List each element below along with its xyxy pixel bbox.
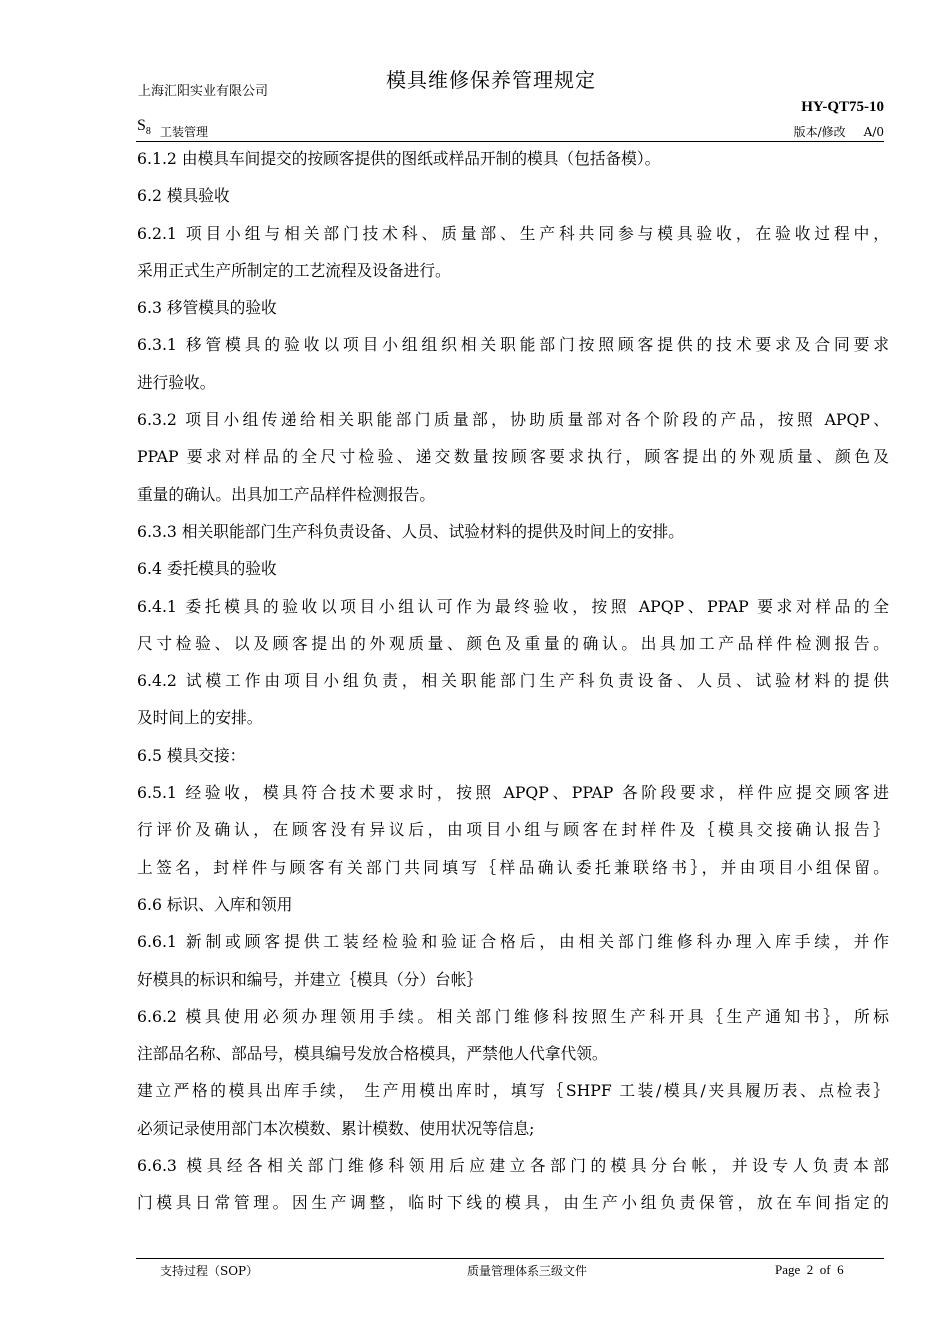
body-line: 上签名，封样件与顾客有关部门共同填写｛样品确认委托兼联络书｝，并由项目小组保留。	[137, 857, 889, 877]
body-line: 6.5 模具交接：	[137, 745, 246, 765]
page-number: Page 2 of 6	[775, 1262, 844, 1277]
body-line: 6.5.1 经验收，模具符合技术要求时，按照 APQP、PPAP 各阶段要求，样件应提交顾客进	[137, 783, 889, 803]
body-line: 必须记录使用部门本次模数、累计模数、使用状况等信息;	[137, 1118, 535, 1138]
body-line: 6.4 委托模具的验收	[137, 559, 277, 579]
body-line: 6.6.1 新制或顾客提供工装经检验和验证合格后，由相关部门维修科办理入库手续，并作	[137, 932, 889, 952]
section-letter: S	[137, 117, 146, 134]
version-info	[794, 123, 884, 140]
body-line: 6.4.1 委托模具的验收以项目小组认可作为最终验收，按照 APQP、PPAP 要求对样品的全	[137, 596, 889, 616]
document-code: HY-QT75-10	[801, 99, 884, 115]
company-name: 上海汇阳实业有限公司	[138, 84, 269, 99]
section-mark	[137, 117, 151, 137]
body-line: 采用正式生产所制定的工艺流程及设备进行。	[137, 260, 451, 280]
body-line: 及时间上的安排。	[137, 708, 263, 728]
document-body	[137, 140, 889, 1222]
body-line: 6.6.2 模具使用必须办理领用手续。相关部门维修科按照生产科开具｛生产通知书｝，所标	[137, 1006, 889, 1026]
footer-divider	[136, 1258, 884, 1259]
body-line: 进行验收。	[137, 372, 216, 392]
document-title: 模具维修保养管理规定	[386, 68, 596, 92]
body-line: 6.3.1 移管模具的验收以项目小组组织相关职能部门按照顾客提供的技术要求及合同要求	[137, 335, 889, 355]
body-line: 6.2 模具验收	[137, 186, 230, 206]
version-label: 版本/修改	[793, 125, 846, 139]
body-line: 6.4.2 试模工作由项目小组负责，相关职能部门生产科负责设备、人员、试验材料的提供	[137, 671, 889, 691]
body-line: 6.6 标识、入库和领用	[137, 894, 293, 914]
body-line: 门模具日常管理。因生产调整，临时下线的模具，由生产小组负责保管，放在车间指定的	[137, 1193, 889, 1213]
body-line: 6.1.2 由模具车间提交的按顾客提供的图纸或样品开制的模具（包括备模）。	[137, 149, 661, 168]
section-number: 8	[145, 126, 151, 138]
footer-doc-level: 质量管理体系三级文件	[467, 1264, 588, 1278]
body-line: 6.2.1 项目小组与相关部门技术科、质量部、生产科共同参与模具验收，在验收过程中，	[137, 223, 889, 243]
body-line: 好模具的标识和编号，并建立｛模具（分）台帐｝	[137, 969, 483, 989]
body-line: 6.3 移管模具的验收	[137, 298, 277, 318]
body-line: 注部品名称、部品号，模具编号发放合格模具，严禁他人代拿代领。	[137, 1044, 608, 1064]
body-line: 建立严格的模具出库手续， 生产用模出库时，填写｛SHPF 工装/模具/夹具履历表、点检表｝	[137, 1081, 889, 1101]
body-line: 6.3.2 项目小组传递给相关职能部门质量部，协助质量部对各个阶段的产品，按照 APQP、	[137, 410, 889, 430]
body-line: 6.6.3 模具经各相关部门维修科领用后应建立各部门的模具分台帐，并设专人负责本部	[137, 1156, 889, 1176]
body-line: 重量的确认。出具加工产品样件检测报告。	[137, 484, 436, 504]
body-line: PPAP 要求对样品的全尺寸检验、递交数量按顾客要求执行，顾客提出的外观质量、颜色及	[137, 447, 889, 467]
section-name: 工装管理	[160, 125, 209, 139]
footer-process: 支持过程（SOP）	[160, 1264, 259, 1278]
body-line: 尺寸检验、以及顾客提出的外观质量、颜色及重量的确认。出具加工产品样件检测报告。	[137, 633, 889, 653]
body-line: 6.3.3 相关职能部门生产科负责设备、人员、试验材料的提供及时间上的安排。	[137, 521, 684, 541]
body-line: 行评价及确认，在顾客没有异议后，由项目小组与顾客在封样件及｛模具交接确认报告｝	[137, 820, 889, 840]
version-value: A/0	[863, 125, 884, 139]
